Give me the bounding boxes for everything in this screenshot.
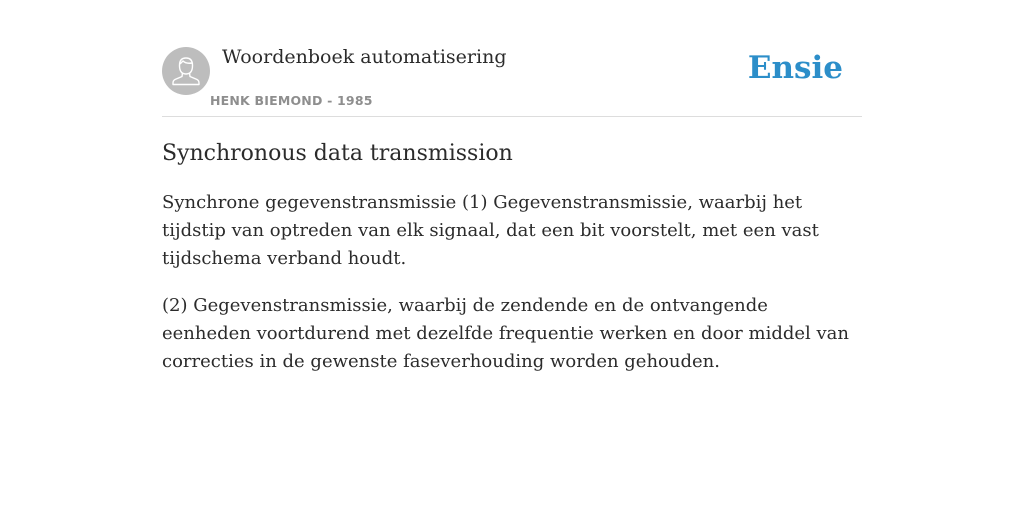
user-silhouette-icon [162, 47, 210, 95]
publication-year: 1985 [337, 93, 373, 108]
entry-paragraph: (2) Gegevenstransmissie, waarbij de zendende en de ontvangende eenheden voortdurend met dezelfde frequentie werken en door middel van correcties in de gewenste faseverhouding worden gehouden. [162, 295, 849, 372]
entry-paragraph: Synchrone gegevenstransmissie (1) Gegevenstransmissie, waarbij het tijdstip van optreden van elk signaal, dat een bit voorstelt, met een vast tijdschema verband houdt. [162, 192, 819, 269]
brand-logo[interactable]: Ensie [747, 50, 843, 86]
header [162, 46, 862, 117]
author-name[interactable]: HENK BIEMOND [210, 93, 323, 108]
author-avatar[interactable] [162, 47, 210, 95]
entry-content [162, 138, 862, 395]
book-title[interactable]: Woordenboek automatisering [222, 46, 507, 68]
byline: HENK BIEMOND - 1985 [210, 93, 373, 108]
entry-term: Synchronous data transmission [162, 141, 513, 166]
